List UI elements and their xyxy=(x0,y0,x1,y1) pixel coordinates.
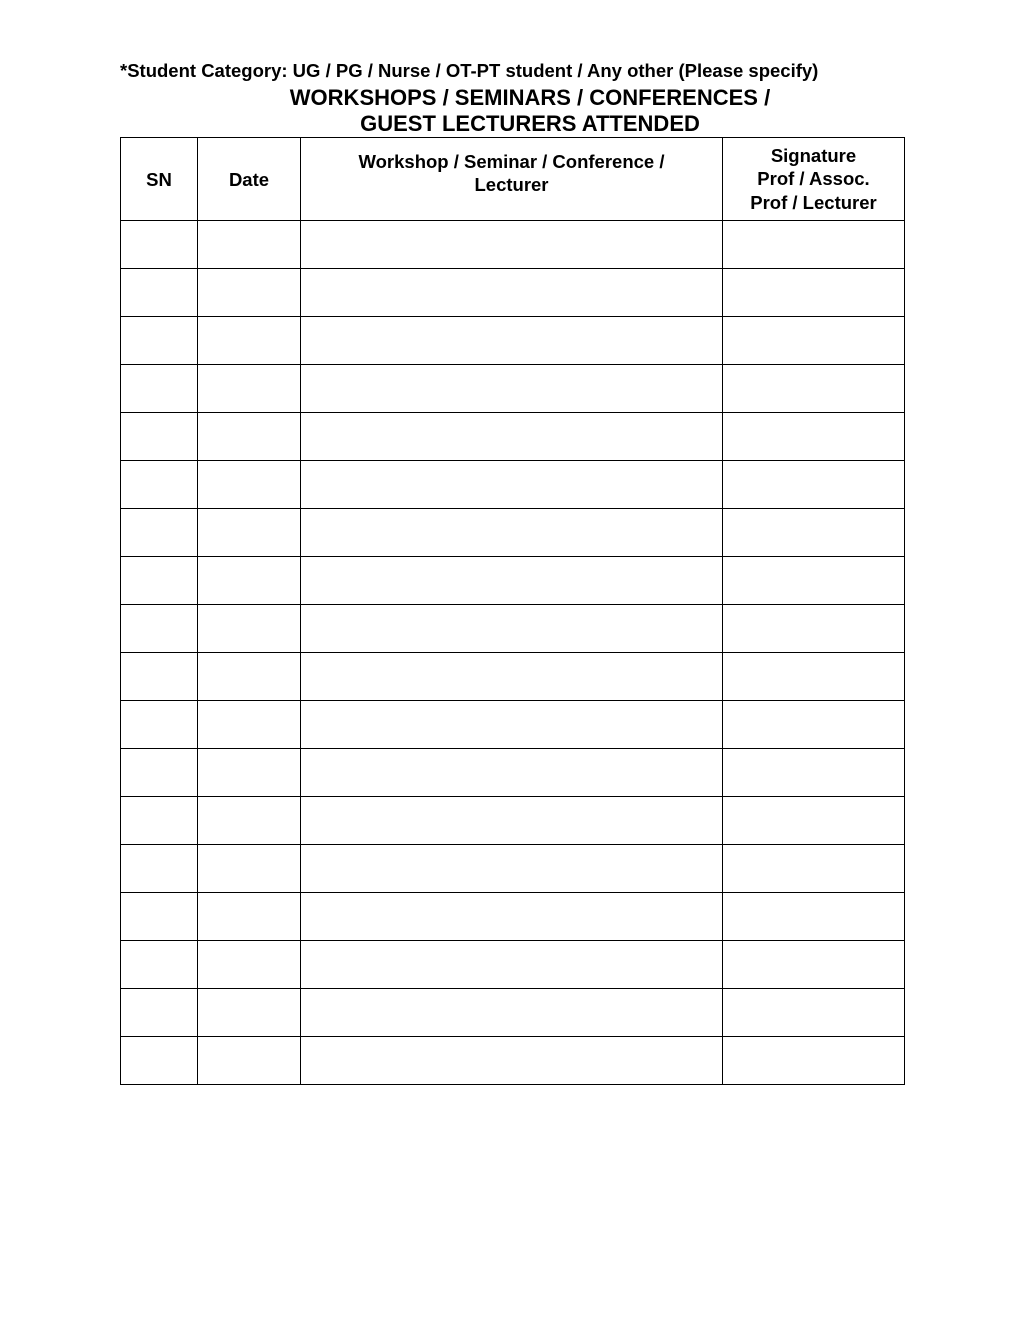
date-cell xyxy=(198,893,301,941)
date-cell xyxy=(198,317,301,365)
date-cell xyxy=(198,845,301,893)
event-cell xyxy=(301,413,723,461)
date-cell xyxy=(198,509,301,557)
date-cell xyxy=(198,557,301,605)
date-cell xyxy=(198,413,301,461)
sn-cell xyxy=(121,749,198,797)
date-cell xyxy=(198,461,301,509)
event-header-label-1: Workshop / Seminar / Conference / xyxy=(358,151,665,172)
sn-cell xyxy=(121,221,198,269)
sn-cell xyxy=(121,317,198,365)
table-row xyxy=(121,1037,905,1085)
date-cell xyxy=(198,989,301,1037)
sn-cell xyxy=(121,605,198,653)
sn-header-label: SN xyxy=(146,168,172,190)
sn-cell xyxy=(121,893,198,941)
event-cell xyxy=(301,317,723,365)
signature-cell xyxy=(723,557,905,605)
event-cell xyxy=(301,557,723,605)
sn-cell xyxy=(121,701,198,749)
form-title-line-2: GUEST LECTURERS ATTENDED xyxy=(360,111,700,136)
signature-header-label-1: Signature xyxy=(770,144,857,166)
date-cell xyxy=(198,749,301,797)
table-row xyxy=(121,845,905,893)
event-header-label-2: Lecturer xyxy=(474,174,549,195)
event-cell xyxy=(301,749,723,797)
table-row xyxy=(121,461,905,509)
event-cell xyxy=(301,893,723,941)
signature-cell xyxy=(723,845,905,893)
date-cell xyxy=(198,221,301,269)
signature-cell xyxy=(723,269,905,317)
signature-cell xyxy=(723,797,905,845)
sn-cell xyxy=(121,461,198,509)
date-cell xyxy=(198,941,301,989)
signature-header-label-3: Prof / Lecturer xyxy=(750,191,877,213)
signature-cell xyxy=(723,317,905,365)
sn-cell xyxy=(121,509,198,557)
sn-cell xyxy=(121,1037,198,1085)
date-cell xyxy=(198,797,301,845)
table-row xyxy=(121,509,905,557)
event-cell xyxy=(301,941,723,989)
table-row xyxy=(121,893,905,941)
event-cell xyxy=(301,269,723,317)
event-cell xyxy=(301,797,723,845)
sn-cell xyxy=(121,989,198,1037)
table-row xyxy=(121,989,905,1037)
table-row xyxy=(121,269,905,317)
signature-cell xyxy=(723,461,905,509)
signature-cell xyxy=(723,1037,905,1085)
event-cell xyxy=(301,1037,723,1085)
signature-cell xyxy=(723,941,905,989)
signature-cell xyxy=(723,365,905,413)
student-category-line: *Student Category: UG / PG / Nurse / OT-PT student / Any other (Please specify) xyxy=(120,60,819,81)
date-cell xyxy=(198,365,301,413)
date-header-label: Date xyxy=(228,168,270,190)
signature-cell xyxy=(723,605,905,653)
table-row xyxy=(121,557,905,605)
event-cell xyxy=(301,989,723,1037)
signature-cell xyxy=(723,989,905,1037)
event-cell xyxy=(301,653,723,701)
event-cell xyxy=(301,845,723,893)
event-cell xyxy=(301,509,723,557)
signature-cell xyxy=(723,221,905,269)
sn-cell xyxy=(121,845,198,893)
table-row xyxy=(121,653,905,701)
signature-cell xyxy=(723,653,905,701)
date-cell xyxy=(198,269,301,317)
signature-cell xyxy=(723,749,905,797)
attendance-table xyxy=(120,137,905,1085)
event-cell xyxy=(301,605,723,653)
table-row xyxy=(121,413,905,461)
signature-header-label-2: Prof / Assoc. xyxy=(757,168,870,190)
date-cell xyxy=(198,605,301,653)
table-row xyxy=(121,221,905,269)
date-cell xyxy=(198,1037,301,1085)
form-title-line-1: WORKSHOPS / SEMINARS / CONFERENCES / xyxy=(289,85,771,110)
column-header-date xyxy=(198,138,301,221)
table-row xyxy=(121,317,905,365)
column-header-sn xyxy=(121,138,198,221)
sn-cell xyxy=(121,413,198,461)
table-body xyxy=(121,221,905,1085)
date-cell xyxy=(198,653,301,701)
column-header-signature xyxy=(723,138,905,221)
date-cell xyxy=(198,701,301,749)
event-cell xyxy=(301,461,723,509)
sn-cell xyxy=(121,797,198,845)
table-row xyxy=(121,941,905,989)
event-cell xyxy=(301,701,723,749)
table-header-row xyxy=(121,138,905,221)
sn-cell xyxy=(121,941,198,989)
event-cell xyxy=(301,221,723,269)
column-header-event xyxy=(301,138,723,221)
table-row xyxy=(121,365,905,413)
sn-cell xyxy=(121,365,198,413)
signature-cell xyxy=(723,509,905,557)
table-row xyxy=(121,749,905,797)
signature-cell xyxy=(723,413,905,461)
table-row xyxy=(121,797,905,845)
table-row xyxy=(121,605,905,653)
signature-cell xyxy=(723,701,905,749)
sn-cell xyxy=(121,653,198,701)
table-row xyxy=(121,701,905,749)
sn-cell xyxy=(121,269,198,317)
sn-cell xyxy=(121,557,198,605)
signature-cell xyxy=(723,893,905,941)
event-cell xyxy=(301,365,723,413)
